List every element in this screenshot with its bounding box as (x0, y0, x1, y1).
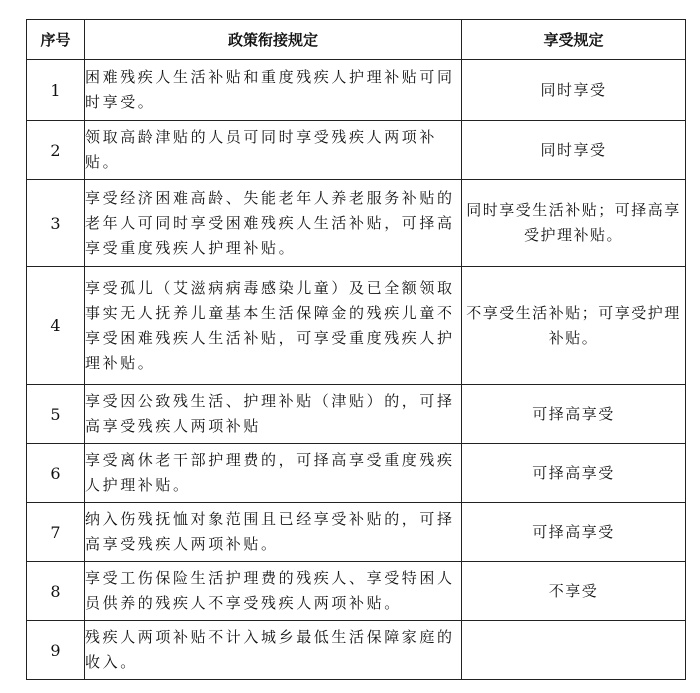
row-rule: 残疾人两项补贴不计入城乡最低生活保障家庭的收入。 (85, 621, 462, 680)
row-enjoy: 同时享受 (462, 60, 686, 121)
table-row (27, 621, 686, 680)
row-number: 6 (27, 444, 85, 503)
header-row (27, 20, 686, 60)
table-row (27, 444, 686, 503)
policy-table (26, 19, 686, 680)
row-enjoy (462, 621, 686, 680)
header-enjoy: 享受规定 (462, 20, 686, 60)
row-enjoy: 不享受生活补贴；可享受护理补贴。 (462, 267, 686, 385)
table-row (27, 385, 686, 444)
row-number: 1 (27, 60, 85, 121)
row-enjoy: 不享受 (462, 562, 686, 621)
row-enjoy: 可择高享受 (462, 503, 686, 562)
row-enjoy: 同时享受 (462, 121, 686, 180)
row-rule: 享受离休老干部护理费的，可择高享受重度残疾人护理补贴。 (85, 444, 462, 503)
row-enjoy: 可择高享受 (462, 385, 686, 444)
row-enjoy: 同时享受生活补贴；可择高享受护理补贴。 (462, 180, 686, 267)
row-number: 3 (27, 180, 85, 267)
row-rule: 纳入伤残抚恤对象范围且已经享受补贴的，可择高享受残疾人两项补贴。 (85, 503, 462, 562)
row-number: 7 (27, 503, 85, 562)
row-rule: 享受因公致残生活、护理补贴（津贴）的，可择高享受残疾人两项补贴 (85, 385, 462, 444)
row-number: 4 (27, 267, 85, 385)
table-row (27, 60, 686, 121)
row-rule: 享受工伤保险生活护理费的残疾人、享受特困人员供养的残疾人不享受残疾人两项补贴。 (85, 562, 462, 621)
row-rule: 领取高龄津贴的人员可同时享受残疾人两项补贴。 (85, 121, 462, 180)
row-enjoy: 可择高享受 (462, 444, 686, 503)
row-rule: 享受经济困难高龄、失能老年人养老服务补贴的老年人可同时享受困难残疾人生活补贴，可择高享受重度残疾人护理补贴。 (85, 180, 462, 267)
row-rule: 享受孤儿（艾滋病病毒感染儿童）及已全额领取事实无人抚养儿童基本生活保障金的残疾儿童不享受困难残疾人生活补贴，可享受重度残疾人护理补贴。 (85, 267, 462, 385)
table-row (27, 121, 686, 180)
table-row (27, 562, 686, 621)
row-number: 9 (27, 621, 85, 680)
row-number: 8 (27, 562, 85, 621)
header-rule: 政策衔接规定 (85, 20, 462, 60)
table-row (27, 503, 686, 562)
table-row (27, 180, 686, 267)
row-rule: 困难残疾人生活补贴和重度残疾人护理补贴可同时享受。 (85, 60, 462, 121)
header-no: 序号 (27, 20, 85, 60)
row-number: 5 (27, 385, 85, 444)
row-number: 2 (27, 121, 85, 180)
table-row (27, 267, 686, 385)
